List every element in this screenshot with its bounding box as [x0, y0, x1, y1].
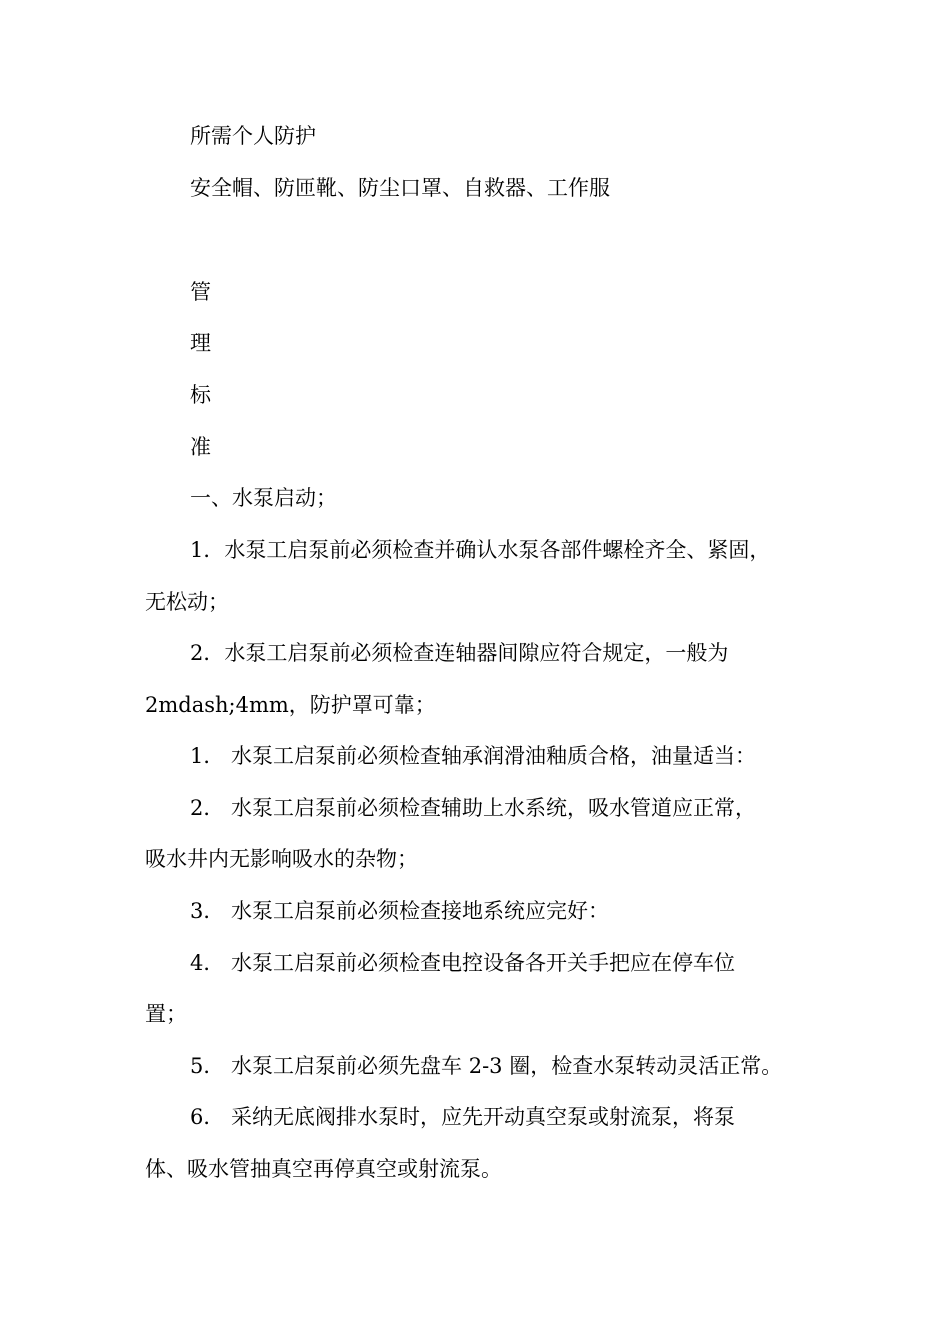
ppe-items: 安全帽、防匝靴、防尘口罩、自救器、工作服 — [190, 176, 610, 200]
ppe-heading: 所需个人防护 — [190, 124, 316, 148]
paragraph-line: 2mdash;4mm，防护罩可靠； — [145, 693, 436, 717]
paragraph-line: 1．水泵工启泵前必须检查并确认水泵各部件螺栓齐全、紧固， — [190, 538, 771, 562]
paragraph-line: 3． 水泵工启泵前必须检查接地系统应完好： — [190, 899, 610, 923]
paragraph-line: 4． 水泵工启泵前必须检查电控设备各开关手把应在停车位 — [190, 951, 736, 975]
vertical-title-char: 理 — [190, 331, 211, 355]
vertical-title-char: 准 — [190, 435, 211, 459]
paragraph-line: 5． 水泵工启泵前必须先盘车 2-3 圈，检查水泵转动灵活正常。 — [190, 1054, 783, 1078]
section-heading: 一、水泵启动； — [190, 486, 337, 510]
paragraph-line: 6． 采纳无底阀排水泵时，应先开动真空泵或射流泵，将泵 — [190, 1105, 736, 1129]
paragraph-line: 2． 水泵工启泵前必须检查辅助上水系统，吸水管道应正常， — [190, 796, 757, 820]
paragraph-line: 吸水井内无影响吸水的杂物； — [145, 847, 418, 871]
paragraph-line: 无松动； — [145, 590, 229, 614]
vertical-title-char: 标 — [190, 383, 211, 407]
paragraph-line: 2．水泵工启泵前必须检查连轴器间隙应符合规定，一般为 — [190, 641, 729, 665]
vertical-title-char: 管 — [190, 280, 211, 304]
paragraph-line: 体、吸水管抽真空再停真空或射流泵。 — [145, 1157, 502, 1181]
paragraph-line: 1． 水泵工启泵前必须检查轴承润滑油釉质合格，油量适当： — [190, 744, 757, 768]
paragraph-line: 置； — [145, 1002, 187, 1026]
